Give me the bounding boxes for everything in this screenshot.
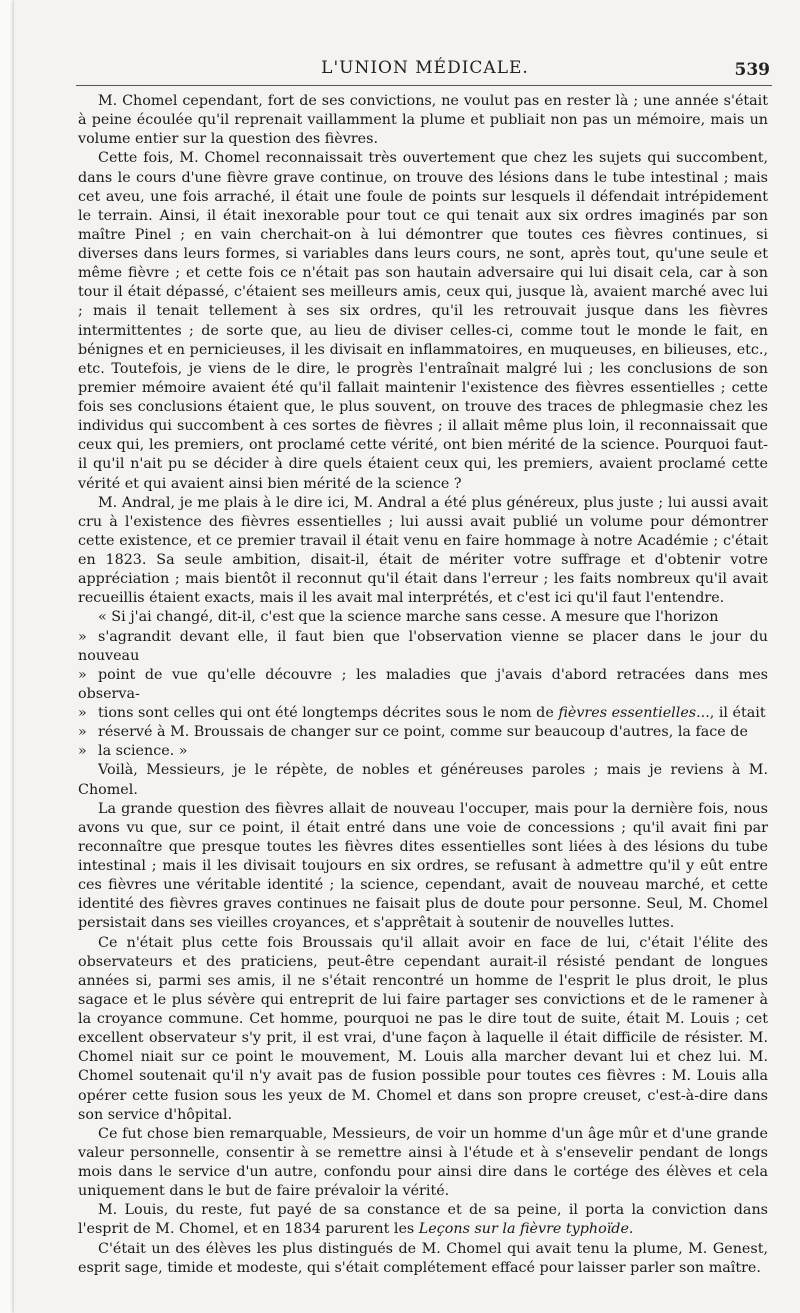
paragraph-2: Cette fois, M. Chomel reconnaissait très ouvertement que chez les sujets qui succombent, dans le cours d'une fièvre grave continue, on trouve des lésions dans le tube intestinal ; mais cet aveu, une fois arraché, il était une foule de points sur lesquels il défendait intrépidement le terrain. Ainsi, il était inexorable pour tout ce qui tenait aux six ordres imaginés par son maître Pinel ; en vain cherchait-on à lui démontrer que toutes ces fièvres continues, si diverses dans leurs formes, si variables dans leurs cours, ne sont, après tout, qu'une seule et même fièvre ; et cette fois ce n'était pas son hautain adversaire qui lui disait cela, car à son tour il était dépassé, c'étaient ses meilleurs amis, ceux qui, jusque là, avaient marché avec lui ; mais il tenait tellement à ses six ordres, qu'il les retrouvait jusque dans les fièvres intermittentes ; de sorte que, au lieu de diviser celles-ci, comme tout le monde le fait, en bénignes et en pernicieuses, il les divisait en inflammatoires, en muqueuses, en bilieuses, etc., etc. Toutefois, je viens de le dire, le progrès l'entraînait malgré lui ; les conclusions de son premier mémoire avaient été qu'il fallait maintenir l'existence des fièvres essentielles ; cette fois ses conclusions étaient que, le plus souvent, on trouve des traces de phlegmasie chez les individus qui succombent à ces sortes de fièvres ; il allait même plus loin, il reconnaissait que ceux qui, les premiers, ont proclamé cette vérité, ont bien mérité de la science. Pourquoi faut-il qu'il n'ait pu se décider à dire quels étaient ceux qui, les premiers, avaient proclamé cette vérité et qui avaient ainsi bien mérité de la science ? <box>78 150 768 492</box>
quote-mark: » <box>78 705 87 721</box>
quote-line-5 <box>78 723 768 742</box>
paragraph-3: M. Andral, je me plais à le dire ici, M. Andral a été plus généreux, plus juste ; lui aussi avait cru à l'existence des fièvres essentielles ; lui aussi avait publié un volume pour démontrer cette existence, et ce premier travail il était venu en faire hommage à notre Académie ; c'était en 1823. Sa seule ambition, disait-il, était de mériter votre suffrage et d'obtenir votre appréciation ; mais bientôt il reconnut qu'il était dans l'erreur ; les faits nombreux qu'il avait recueillis étaient exacts, mais il les avait mal interprétés, et c'est ici qu'il faut l'entendre. <box>78 494 768 607</box>
quote-mark: » <box>78 743 87 760</box>
paragraph-9: C'était un des élèves les plus distingués de M. Chomel qui avait tenu la plume, M. Genest, esprit sage, timide et modeste, qui s'était complétement effacé pour laisser parler son maître. <box>78 1240 768 1276</box>
paragraph-8-text: M. Louis, du reste, fut payé de sa constance et de sa peine, il porta la conviction dans l'esprit de M. Chomel, et en 1834 parurent les <box>78 1202 768 1238</box>
quote-text-4a: tions sont celles qui ont été longtemps décrites sous le nom de <box>98 705 559 721</box>
quote-text-1: « Si j'ai changé, dit-il, c'est que la science marche sans cesse. A mesure que l'horizon <box>98 609 719 626</box>
page-header <box>80 58 770 82</box>
paragraph-5: La grande question des fièvres allait de nouveau l'occuper, mais pour la dernière fois, nous avons vu que, sur ce point, il était entré dans une voie de concessions ; qu'il avait fini par reconnaître que presque toutes les fièvres dites essentielles sont liées à des lésions du tube intestinal ; mais il les divisait toujours en six ordres, se refusant à admettre qu'il y eût entre ces fièvres une véritable identité ; la science, cependant, avait de nouveau marché, et cette identité des fièvres graves continues ne faisait plus de doute pour personne. Seul, M. Chomel persistait dans ses vieilles croyances, et s'apprêtait à soutenir de nouvelles luttes. <box>78 800 768 932</box>
quote-line-4 <box>78 704 768 723</box>
quote-mark: » <box>78 724 87 741</box>
quote-text-4b: , il était <box>709 705 766 721</box>
quote-text-4-italic: fièvres essentielles... <box>558 705 710 721</box>
running-title: L'UNION MÉDICALE. <box>321 58 529 78</box>
quote-mark: » <box>78 628 87 645</box>
page-number: 539 <box>734 60 770 80</box>
quote-mark: » <box>78 666 87 683</box>
quote-text-6: la science. » <box>98 743 188 760</box>
paragraph-4: Voilà, Messieurs, je le répète, de nobles et généreuses paroles ; mais je reviens à M. Chomel. <box>78 762 768 798</box>
paragraph-6: Ce n'était plus cette fois Broussais qu'il allait avoir en face de lui, c'était l'élite des observateurs et des praticiens, peut-être cependant aurait-il résisté pendant de longues années si, parmi ses amis, il ne s'était rencontré un homme de l'esprit le plus droit, le plus sagace et le plus sévère qui entreprit de lui faire partager ses convictions et de le ramener à la croyance commune. Cet homme, pourquoi ne pas le dire tout de suite, était M. Louis ; cet excellent observateur s'y prit, il est vrai, d'une façon à laquelle il était difficile de résister. M. Chomel niait sur ce point le mouvement, M. Louis alla marcher devant lui et chez lui. M. Chomel soutenait qu'il n'y avait pas de fusion possible pour toutes ces fièvres : M. Louis alla opérer cette fusion sous les yeux de M. Chomel et dans son propre creuset, c'est-à-dire dans son service d'hôpital. <box>78 934 768 1123</box>
quote-text-2: s'agrandit devant elle, il faut bien que l'observation vienne se placer dans le jour du nouveau <box>78 628 768 664</box>
quote-text-3: point de vue qu'elle découvre ; les maladies que j'avais d'abord retracées dans mes observa- <box>78 666 768 702</box>
book-page <box>14 0 800 1313</box>
book-title-italic: Leçons sur la fièvre typhoïde. <box>418 1221 634 1238</box>
paragraph-1: M. Chomel cependant, fort de ses convictions, ne voulut pas en rester là ; une année s'était à peine écoulée qu'il reprenait vaillamment la plume et publiait non pas un mémoire, mais un volume entier sur la question des fièvres. <box>78 93 768 148</box>
quote-line-1 <box>78 608 768 627</box>
header-rule <box>76 85 772 86</box>
quote-line-2 <box>78 628 768 666</box>
quote-line-6 <box>78 742 768 761</box>
paragraph-8 <box>78 1201 768 1239</box>
body-text <box>78 92 768 1278</box>
quote-text-5: réservé à M. Broussais de changer sur ce point, comme sur beaucoup d'autres, la face de <box>98 724 748 741</box>
quote-line-3 <box>78 666 768 704</box>
quotation-block <box>78 608 768 761</box>
paragraph-7: Ce fut chose bien remarquable, Messieurs, de voir un homme d'un âge mûr et d'une grande valeur personnelle, consentir à se remettre ainsi à l'étude et à s'ensevelir pendant de longs mois dans le service d'un autre, confondu pour ainsi dire dans le cortége des élèves et cela uniquement dans le but de faire prévaloir la vérité. <box>78 1125 768 1200</box>
